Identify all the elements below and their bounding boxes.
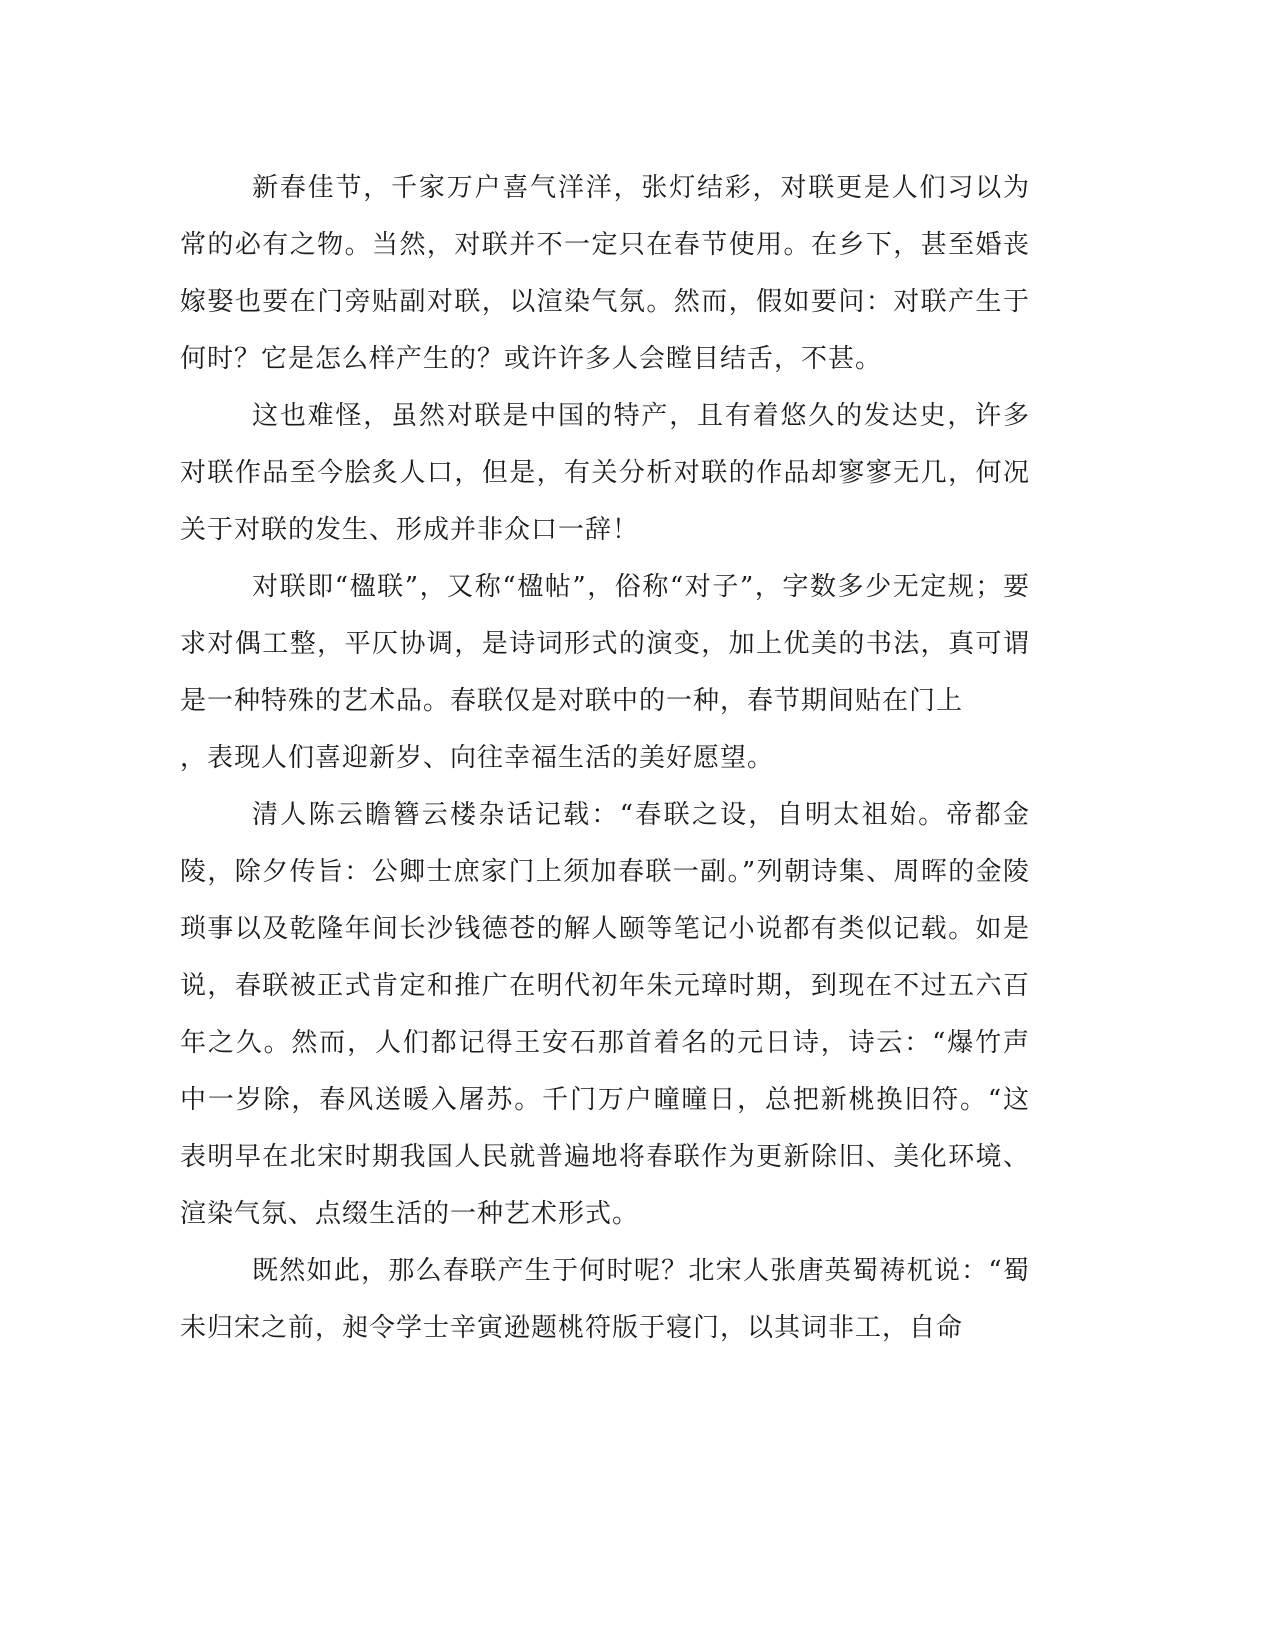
paragraph-3: 对联即“楹联”，又称“楹帖”，俗称“对子”，字数多少无定规；要求对偶工整，平仄协调，是诗词形式的演变，加上优美的书法，真可谓是一种特殊的艺术品。春联仅是对联中的一种，春节期间贴在门上 ，表现人们喜迎新岁、向往幸福生活的美好愿望。	[180, 572, 1030, 773]
document-body	[180, 160, 1030, 1357]
paragraph-4: 清人陈云瞻簪云楼杂话记载：“春联之设，自明太祖始。帝都金陵，除夕传旨：公卿士庶家门上须加春联一副。”列朝诗集、周晖的金陵琐事以及乾隆年间长沙钱德苍的解人颐等笔记小说都有类似记载。如是说，春联被正式肯定和推广在明代初年朱元璋时期，到现在不过五六百年之久。然而，人们都记得王安石那首着名的元日诗，诗云：“爆竹声中一岁除，春风送暖入屠苏。千门万户曈曈日，总把新桃换旧符。“这表明早在北宋时期我国人民就普遍地将春联作为更新除旧、美化环境、渲染气氛、点缀生活的一种艺术形式。	[180, 800, 1030, 1229]
paragraph-2: 这也难怪，虽然对联是中国的特产，且有着悠久的发达史，许多对联作品至今脍炙人口，但是，有关分析对联的作品却寥寥无几，何况关于对联的发生、形成并非众口一辞！	[180, 401, 1030, 545]
paragraph-1: 新春佳节，千家万户喜气洋洋，张灯结彩，对联更是人们习以为常的必有之物。当然，对联并不一定只在春节使用。在乡下，甚至婚丧嫁娶也要在门旁贴副对联，以渲染气氛。然而，假如要问：对联产生于何时？它是怎么样产生的？或许许多人会瞠目结舌，不甚。	[180, 173, 1030, 374]
paragraph-5: 既然如此，那么春联产生于何时呢？北宋人张唐英蜀祷杌说：“蜀未归宋之前，昶令学士辛寅逊题桃符版于寝门，以其词非工，自命	[180, 1256, 1030, 1343]
